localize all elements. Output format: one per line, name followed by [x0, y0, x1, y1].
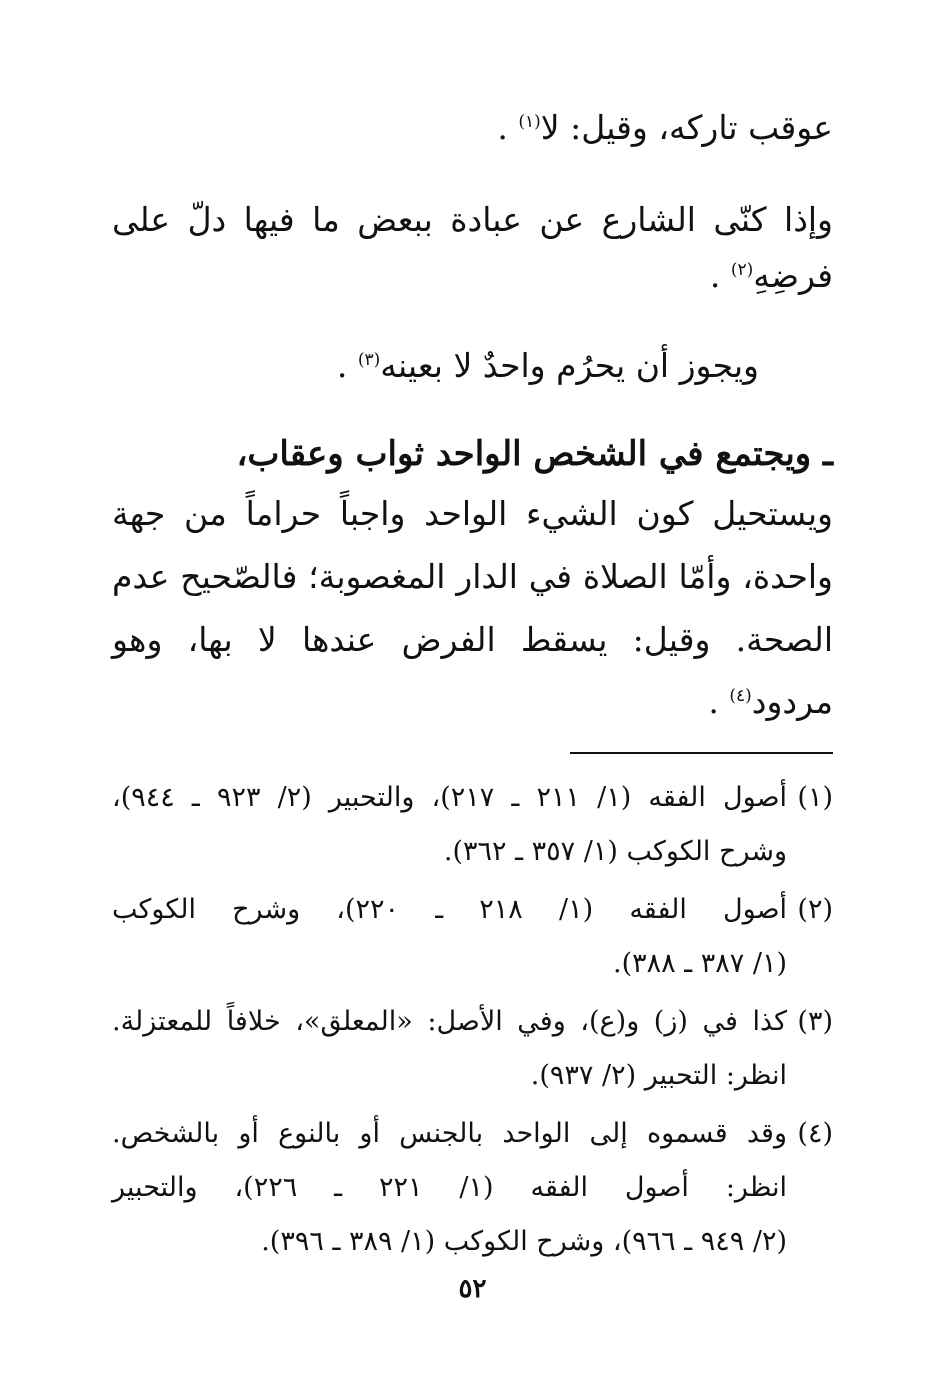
- section-heading: ـ ويجتمع في الشخص الواحد ثواب وعقاب،: [236, 434, 833, 474]
- footnote-1-line-2: وشرح الكوكب (١/ ٣٥٧ ـ ٣٦٢).: [443, 836, 787, 867]
- body-line-9: [708, 680, 833, 724]
- footnote-4-line-1: وقد قسموه إلى الواحد بالجنس أو بالنوع أو بالشخص.: [112, 1118, 787, 1149]
- body-line-7: واحدة، وأمّا الصلاة في الدار المغصوبة؛ فالصّحيح عدم: [112, 557, 833, 596]
- footnote-ref-2[interactable]: (٢): [730, 260, 754, 280]
- footnote-ref-1[interactable]: (١): [518, 112, 541, 132]
- footnote-separator: [570, 752, 833, 754]
- full-stop: .: [708, 682, 719, 721]
- body-text: مردود: [751, 682, 833, 721]
- body-line-6: ويستحيل كون الشيء الواحد واجباً حراماً من جهة: [112, 494, 833, 533]
- footnote-3-line-1: كذا في (ز) و(ع)، وفي الأصل: «المعلق»، خلافاً للمعتزلة.: [112, 1006, 787, 1037]
- body-text: فرضِهِ: [753, 256, 833, 295]
- footnote-number-3: (٣): [797, 1006, 833, 1037]
- footnote-4-line-3: (٢/ ٩٤٩ ـ ٩٦٦)، وشرح الكوكب (١/ ٣٨٩ ـ ٣٩٦).: [261, 1226, 787, 1257]
- footnote-2-line-1: أصول الفقه (١/ ٢١٨ ـ ٢٢٠)، وشرح الكوكب: [112, 894, 787, 925]
- body-line-1: [497, 106, 833, 150]
- footnote-number-4: (٤): [797, 1118, 833, 1149]
- full-stop: .: [497, 108, 508, 147]
- footnote-2-line-2: (١/ ٣٨٧ ـ ٣٨٨).: [613, 948, 787, 979]
- footnote-number-1: (١): [797, 782, 833, 813]
- footnote-ref-3[interactable]: (٣): [357, 350, 381, 370]
- page-number: ٥٢: [458, 1274, 487, 1304]
- full-stop: .: [709, 256, 721, 295]
- body-text: ويجوز أن يحرُم واحدٌ لا بعينه: [380, 346, 759, 385]
- body-line-4: [337, 344, 759, 388]
- body-line-3: [710, 254, 833, 298]
- full-stop: .: [336, 346, 348, 385]
- footnote-ref-4[interactable]: (٤): [729, 686, 752, 706]
- body-text: عوقب تاركه، وقيل: لا: [540, 108, 833, 147]
- footnote-4-line-2: انظر: أصول الفقه (١/ ٢٢١ ـ ٢٢٦)، والتحبير: [112, 1172, 787, 1203]
- body-line-8: الصحة. وقيل: يسقط الفرض عندها لا بها، وهو: [112, 620, 833, 659]
- footnote-3-line-2: انظر: التحبير (٢/ ٩٣٧).: [530, 1060, 787, 1091]
- footnote-1-line-1: أصول الفقه (١/ ٢١١ ـ ٢١٧)، والتحبير (٢/ ٩٢٣ ـ ٩٤٤)،: [112, 782, 788, 813]
- footnote-number-2: (٢): [797, 894, 833, 925]
- body-line-2: وإذا كنّى الشارع عن عبادة ببعض ما فيها دلّ على: [112, 200, 833, 239]
